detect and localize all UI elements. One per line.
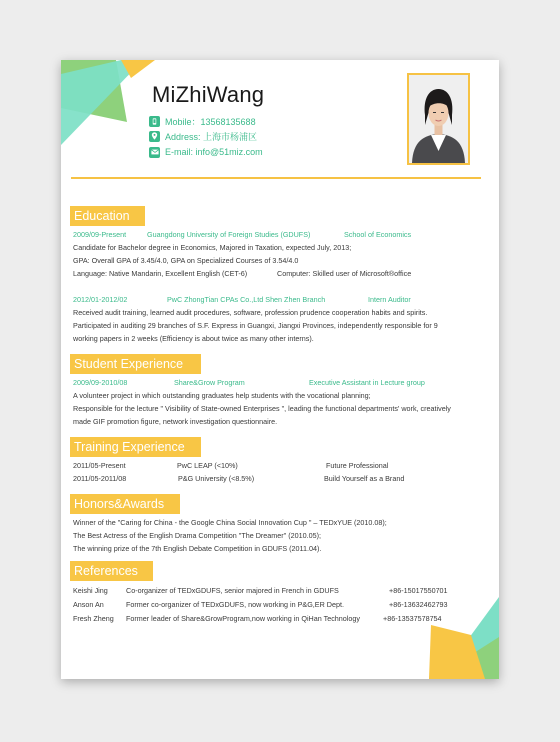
reference-phone: +86-13632462793	[389, 600, 448, 609]
reference-desc: Former co-organizer of TEDxGDUFS, now working in P&G,ER Dept.	[126, 600, 344, 609]
education-1-line: Candidate for Bachelor degree in Economics, Majored in Taxation, expected July, 2013;	[73, 243, 352, 252]
reference-desc: Former leader of Share&GrowProgram,now working in QiHan Technology	[126, 614, 360, 623]
honor-line: The Best Actress of the English Drama Competition "The Dreamer" (2010.05);	[73, 531, 321, 540]
reference-name: Keishi Jing	[73, 586, 108, 595]
education-1-line: GPA: Overall GPA of 3.45/4.0, GPA on Specialized Courses of 3.54/4.0	[73, 256, 299, 265]
education-2-line: Received audit training, learned audit procedures, software, profession prudence cooperation habits and spirits.	[73, 308, 428, 317]
phone-icon	[149, 116, 160, 127]
student-role: Executive Assistant in Lecture group	[309, 378, 425, 387]
mail-icon	[149, 147, 160, 158]
email-text: E-mail: info@51miz.com	[165, 147, 263, 157]
top-left-decoration	[61, 60, 161, 145]
education-1-date: 2009/09-Present	[73, 230, 127, 239]
training-org: P&G University (<8.5%)	[178, 474, 255, 483]
education-heading: Education	[70, 206, 145, 226]
training-date: 2011/05-2011/08	[73, 474, 127, 483]
location-pin-icon	[149, 131, 160, 142]
student-line: made GIF promotion figure, network investigation questionnaire.	[73, 417, 278, 426]
training-date: 2011/05-Present	[73, 461, 126, 470]
reference-phone: +86-15017550701	[389, 586, 448, 595]
reference-name: Anson An	[73, 600, 104, 609]
education-2-role: Intern Auditor	[368, 295, 411, 304]
education-2-org: PwC ZhongTian CPAs Co.,Ltd Shen Zhen Branch	[167, 295, 326, 304]
education-2-line: working papers in 2 weeks (Efficiency is about twice as many other interns).	[73, 334, 314, 343]
training-experience-heading: Training Experience	[70, 437, 201, 457]
candidate-name: MiZhiWang	[152, 82, 265, 107]
header-divider	[71, 177, 481, 179]
references-heading: References	[70, 561, 153, 581]
education-2-line: Participated in auditing 29 branches of S.F. Express in Guangxi, Jiangxi Provinces, independently responsible for 9	[73, 321, 438, 330]
honor-line: The winning prize of the 7th English Debate Competition in GDUFS (2011.04).	[73, 544, 322, 553]
education-1-school: School of Economics	[344, 230, 412, 239]
student-line: A volunteer project in which outstanding graduates help students with the vocational planning;	[73, 391, 371, 400]
education-1-line: Language: Native Mandarin, Excellent English (CET-6)	[73, 269, 248, 278]
portrait-image	[409, 75, 468, 163]
student-date: 2009/09-2010/08	[73, 378, 128, 387]
education-1-computer: Computer: Skilled user of Microsoft®office	[277, 269, 412, 278]
email-line	[149, 146, 263, 158]
honor-line: Winner of the "Caring for China - the Google China Social Innovation Cup " – TEDxYUE (2010.08);	[73, 518, 387, 527]
profile-photo	[407, 73, 470, 165]
address-line	[149, 130, 257, 142]
education-2-date: 2012/01-2012/02	[73, 295, 128, 304]
reference-desc: Co-organizer of TEDxGDUFS, senior majored in French in GDUFS	[126, 586, 339, 595]
training-org: PwC LEAP (<10%)	[177, 461, 238, 470]
mobile-text: Mobile：13568135688	[165, 116, 256, 127]
honors-awards-heading: Honors&Awards	[70, 494, 180, 514]
student-experience-heading: Student Experience	[70, 354, 201, 374]
student-program: Share&Grow Program	[174, 378, 245, 387]
address-text: Address: 上海市杨浦区	[165, 131, 258, 142]
student-line: Responsible for the lecture " Visibility of State-owned Enterprises ", leading the functional departments' work, creatively	[73, 404, 451, 413]
reference-name: Fresh Zheng	[73, 614, 114, 623]
bottom-right-decoration	[419, 597, 499, 679]
resume-page	[61, 60, 499, 679]
training-desc: Build Yourself as a Brand	[324, 474, 405, 483]
reference-phone: +86-13537578754	[383, 614, 442, 623]
training-desc: Future Professional	[326, 461, 389, 470]
education-1-org: Guangdong University of Foreign Studies (GDUFS)	[147, 230, 311, 239]
mobile-line	[149, 115, 256, 127]
